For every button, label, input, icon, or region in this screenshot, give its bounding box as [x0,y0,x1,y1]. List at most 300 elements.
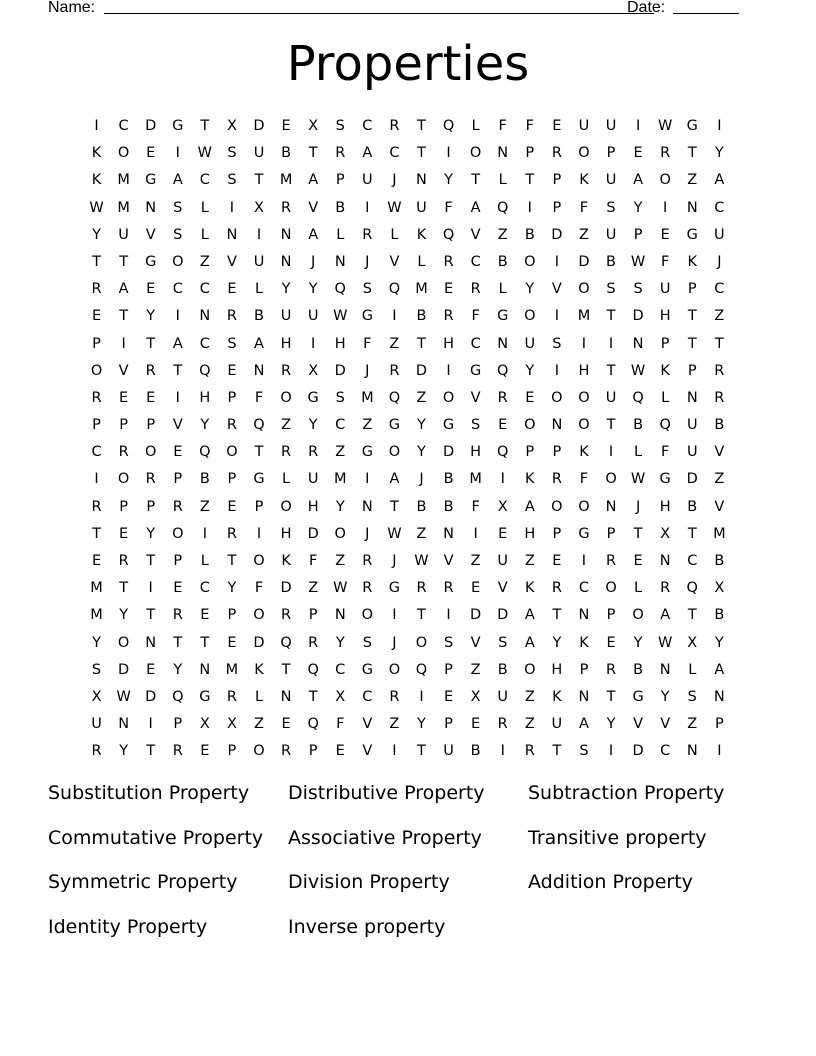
grid-letter: T [308,688,318,705]
grid-letter: W [630,471,646,488]
grid-letter: L [661,389,670,406]
grid-letter: L [634,580,643,597]
grid-letter: A [524,498,535,515]
grid-letter: C [714,281,725,298]
grid-row [83,684,733,711]
grid-letter: G [632,688,644,705]
worksheet-header [48,0,748,20]
grid-letter: Y [417,417,426,434]
grid-letter: P [525,145,535,162]
grid-letter: R [226,688,237,705]
grid-letter: R [605,661,617,678]
grid-row [83,494,733,521]
grid-letter: O [253,607,265,624]
grid-letter: T [471,172,481,189]
grid-letter: Z [687,716,698,733]
grid-letter: O [226,444,238,461]
grid-letter: R [362,580,373,597]
grid-letter: T [146,553,156,569]
grid-letter: E [119,389,129,406]
grid-letter: I [717,743,722,760]
grid-letter: N [253,362,265,379]
grid-letter: T [687,335,697,352]
word-list-item: Inverse property [288,916,446,939]
grid-letter: J [419,471,424,488]
grid-letter: T [254,444,264,461]
grid-letter: Z [254,716,264,733]
grid-letter: Z [199,498,210,515]
grid-letter: J [717,253,722,270]
grid-letter: E [443,281,454,298]
grid-letter: Y [308,417,318,434]
grid-letter: R [660,145,671,162]
grid-letter: N [361,498,373,515]
grid-letter: P [308,743,318,760]
grid-letter: A [172,172,183,189]
grid-letter: D [442,444,455,461]
grid-letter: R [551,471,562,488]
grid-letter: H [334,335,346,352]
grid-letter: F [444,199,453,216]
grid-letter: P [227,743,237,760]
grid-letter: Z [470,553,481,569]
grid-letter: F [525,118,534,134]
grid-letter: L [688,661,697,678]
grid-letter: X [226,716,237,733]
grid-letter: I [581,553,587,569]
grid-letter: P [687,281,697,298]
grid-letter: Q [388,281,401,298]
grid-letter: I [202,525,207,542]
grid-letter: J [635,498,641,515]
grid-letter: G [686,118,698,134]
grid-letter: Z [524,553,535,569]
grid-letter: G [361,308,373,325]
grid-letter: T [173,634,183,651]
grid-letter: I [175,145,180,162]
word-list [48,777,768,956]
grid-letter: V [145,226,156,243]
grid-letter: C [578,580,589,597]
grid-letter: G [253,471,265,488]
grid-letter: M [361,389,374,406]
grid-letter: U [443,743,454,760]
grid-letter: O [280,389,292,406]
grid-letter: L [634,444,643,461]
grid-letter: T [552,743,562,760]
grid-letter: X [199,716,210,733]
grid-letter: P [119,498,128,515]
grid-letter: L [200,553,209,569]
grid-letter: T [146,743,156,760]
grid-letter: Q [307,661,319,678]
grid-letter: H [470,444,482,461]
grid-letter: C [172,281,183,298]
grid-letter: U [362,172,373,189]
grid-letter: N [334,607,346,624]
grid-letter: L [200,199,209,216]
word-search-grid [83,113,733,766]
grid-row [83,140,733,167]
grid-letter: R [470,281,481,298]
grid-letter: B [281,145,292,162]
grid-letter: R [118,444,129,461]
grid-letter: O [578,281,590,298]
grid-letter: O [551,389,563,406]
grid-letter: R [172,498,183,515]
grid-letter: Y [227,580,237,597]
grid-letter: R [91,389,102,406]
grid-row [83,276,733,303]
grid-letter: Z [416,525,427,542]
grid-letter: I [581,335,587,352]
grid-letter: G [388,417,401,434]
grid-letter: K [525,471,535,488]
grid-letter: D [632,743,644,760]
grid-letter: X [470,688,481,705]
grid-letter: D [118,661,130,678]
grid-letter: K [687,253,698,270]
grid-letter: E [281,716,291,733]
grid-row [83,439,733,466]
grid-row [83,575,733,602]
grid-letter: Y [119,743,129,760]
grid-letter: O [578,417,590,434]
grid-letter: O [551,498,563,515]
grid-letter: I [608,743,614,760]
grid-letter: I [365,199,370,216]
grid-letter: Q [307,716,319,733]
grid-letter: S [443,634,454,651]
grid-letter: P [525,444,535,461]
grid-letter: L [471,118,480,134]
grid-letter: I [229,199,235,216]
grid-letter: E [281,118,291,134]
grid-letter: R [714,362,725,379]
grid-letter: J [392,634,397,651]
grid-letter: T [119,580,129,597]
grid-letter: I [635,118,641,134]
grid-letter: A [389,471,400,488]
grid-letter: U [551,716,563,733]
grid-letter: N [605,498,617,515]
grid-letter: E [335,743,345,760]
grid-letter: V [497,580,508,597]
grid-letter: P [579,661,589,678]
grid-letter: B [416,498,427,515]
grid-letter: Q [199,362,211,379]
grid-letter: G [199,688,211,705]
grid-letter: Z [389,716,400,733]
grid-letter: Y [660,688,670,705]
grid-letter: P [444,716,453,733]
grid-letter: Z [362,417,373,434]
grid-letter: P [606,145,616,162]
grid-letter: E [146,661,156,678]
grid-letter: E [443,688,454,705]
grid-letter: U [686,417,698,434]
grid-letter: N [578,688,590,705]
grid-letter: A [633,172,644,189]
grid-letter: A [362,145,373,162]
grid-letter: Y [119,607,129,624]
grid-letter: Z [524,688,535,705]
grid-letter: T [417,145,426,162]
grid-letter: H [280,525,292,542]
grid-row [83,657,733,684]
grid-letter: R [226,417,237,434]
grid-letter: P [227,607,237,624]
grid-letter: C [335,417,346,434]
grid-letter: B [714,417,725,434]
grid-letter: K [281,553,291,569]
grid-letter: T [92,253,101,270]
grid-letter: Z [524,716,535,733]
grid-letter: N [443,525,454,542]
grid-letter: U [524,335,536,352]
grid-row [83,521,733,548]
grid-row [83,630,733,657]
grid-letter: L [417,253,426,270]
grid-letter: N [551,417,563,434]
grid-letter: W [333,308,348,325]
word-list-item: Subtraction Property [528,782,725,804]
grid-letter: T [552,607,562,624]
grid-letter: O [117,145,130,162]
grid-letter: R [91,743,102,760]
grid-letter: V [633,716,644,733]
grid-letter: T [119,253,129,270]
grid-letter: R [281,607,292,624]
grid-letter: H [280,335,292,352]
grid-letter: N [659,553,671,569]
grid-letter: X [714,580,725,597]
grid-letter: O [172,253,184,270]
grid-letter: E [91,553,102,569]
grid-letter: P [119,417,128,434]
grid-letter: I [256,226,262,243]
grid-letter: F [579,199,589,216]
grid-letter: Y [173,661,183,678]
grid-letter: B [497,661,508,678]
grid-letter: I [446,362,451,379]
grid-letter: E [552,553,562,569]
grid-letter: K [579,444,589,461]
grid-letter: A [524,607,535,624]
grid-letter: O [578,389,590,406]
grid-letter: U [578,118,590,134]
grid-letter: A [578,716,589,733]
grid-letter: R [281,743,292,760]
grid-letter: T [417,743,426,760]
grid-letter: B [497,253,508,270]
grid-letter: S [471,417,481,434]
grid-letter: I [419,688,424,705]
grid-letter: R [118,553,129,569]
grid-letter: A [118,281,129,298]
grid-letter: C [199,281,210,298]
grid-letter: Y [606,716,616,733]
grid-letter: U [118,226,129,243]
grid-letter: V [118,362,129,379]
grid-letter: K [91,145,102,162]
grid-letter: I [527,199,532,216]
grid-letter: S [606,199,616,216]
grid-letter: Y [633,199,643,216]
grid-letter: Z [416,389,427,406]
grid-letter: B [687,498,698,515]
grid-letter: D [686,471,698,488]
grid-letter: R [416,580,427,597]
grid-letter: R [497,389,508,406]
grid-row [83,303,733,330]
grid-letter: E [498,417,508,434]
grid-letter: G [388,580,401,597]
grid-letter: Q [497,362,509,379]
grid-letter: W [658,634,673,651]
grid-letter: O [524,661,536,678]
grid-letter: G [686,226,698,243]
grid-letter: C [470,253,481,270]
grid-row [83,602,733,629]
grid-letter: P [335,172,345,189]
grid-letter: T [714,335,724,352]
grid-letter: D [145,688,157,705]
grid-letter: R [362,553,373,569]
grid-letter: L [336,226,345,243]
grid-letter: C [91,444,102,461]
grid-letter: O [361,607,374,624]
grid-letter: R [281,199,292,216]
grid-letter: L [498,172,507,189]
grid-letter: Y [633,634,643,651]
grid-letter: K [579,634,589,651]
grid-letter: Y [200,417,210,434]
grid-letter: R [226,308,237,325]
grid-letter: H [659,308,671,325]
grid-letter: T [606,362,616,379]
grid-letter: O [144,444,157,461]
grid-letter: Q [415,661,428,678]
grid-letter: B [714,553,725,569]
grid-letter: R [91,498,102,515]
grid-letter: B [254,308,264,325]
grid-letter: I [121,335,126,352]
grid-letter: V [470,226,481,243]
grid-letter: P [173,553,183,569]
word-list-item: Distributive Property [288,782,485,804]
grid-letter: I [175,308,180,325]
grid-letter: T [606,417,616,434]
grid-letter: O [388,661,401,678]
grid-letter: Z [281,417,292,434]
grid-letter: Y [444,172,453,189]
grid-letter: G [470,362,482,379]
grid-letter: H [307,498,319,515]
grid-letter: J [392,553,397,569]
grid-letter: F [363,335,372,352]
grid-letter: N [199,308,211,325]
grid-letter: O [117,634,130,651]
grid-letter: B [199,471,210,488]
grid-letter: N [497,145,509,162]
grid-letter: D [253,634,265,651]
grid-letter: Q [199,444,211,461]
grid-letter: O [334,525,346,542]
grid-letter: Q [686,580,698,597]
grid-letter: T [146,335,156,352]
grid-letter: T [200,118,210,134]
grid-letter: K [254,661,264,678]
grid-letter: E [498,525,508,542]
grid-letter: T [281,661,291,678]
grid-letter: R [362,226,373,243]
grid-letter: R [281,444,292,461]
grid-letter: I [663,199,668,216]
grid-letter: V [714,444,725,461]
grid-letter: N [497,335,509,352]
grid-letter: C [118,118,129,134]
grid-letter: H [551,661,563,678]
grid-letter: F [471,308,480,325]
grid-letter: V [226,253,237,270]
page-title: Properties [286,36,530,92]
grid-letter: S [91,661,102,678]
grid-letter: P [552,525,562,542]
grid-letter: B [633,417,644,434]
grid-letter: S [227,172,237,189]
grid-letter: E [552,118,562,134]
grid-letter: S [173,199,183,216]
grid-letter: E [525,389,535,406]
grid-letter: B [443,471,454,488]
grid-letter: U [280,308,292,325]
grid-letter: O [524,308,536,325]
grid-letter: G [145,172,157,189]
grid-letter: P [552,172,562,189]
grid-letter: V [714,498,725,515]
grid-letter: S [633,281,643,298]
grid-letter: I [392,743,397,760]
grid-letter: T [687,308,697,325]
grid-letter: D [253,118,265,134]
grid-letter: A [172,335,183,352]
grid-letter: I [446,145,451,162]
name-blank-line [104,13,654,14]
grid-letter: B [524,226,535,243]
grid-letter: R [660,580,671,597]
grid-row [83,385,733,412]
grid-letter: S [498,634,508,651]
grid-letter: Q [497,444,509,461]
grid-letter: U [91,716,102,733]
grid-letter: K [416,226,427,243]
grid-letter: V [470,389,481,406]
grid-letter: A [254,335,264,352]
grid-letter: J [392,172,397,189]
grid-letter: I [608,335,614,352]
grid-letter: A [308,226,319,243]
grid-letter: O [524,417,536,434]
grid-letter: T [119,308,129,325]
grid-letter: T [606,308,616,325]
grid-letter: Q [334,281,346,298]
grid-letter: I [554,362,559,379]
grid-letter: Q [172,688,184,705]
grid-letter: S [227,145,237,162]
grid-letter: I [554,308,559,325]
grid-letter: K [552,688,562,705]
